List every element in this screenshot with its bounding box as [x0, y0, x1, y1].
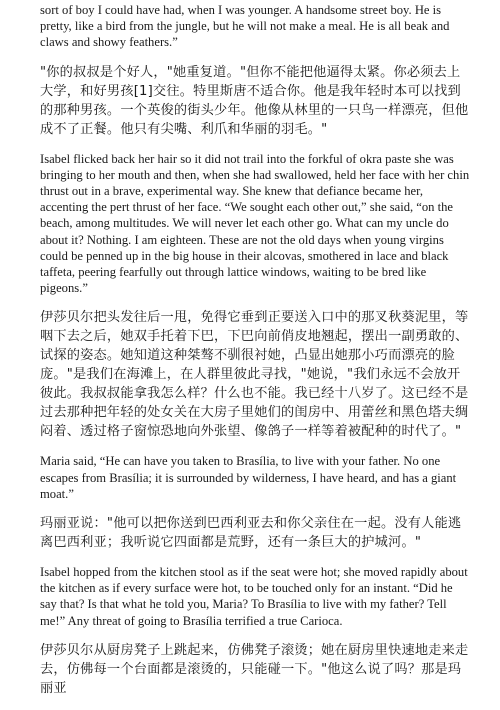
paragraph-en-4: Isabel hopped from the kitchen stool as if the seat were hot; she moved rapidly about the kitchen as if every surface were hot, to be touched only for an instant. “Did he say that? Is that what he told you, Maria? To Brasília to live with my father? Tell me!” Any threat of going to Brasília terrified a true Carioca. [40, 565, 468, 628]
paragraph-zh-3: 玛丽亚说："他可以把你送到巴西利亚去和你父亲住在一起。没有人能逃离巴西利亚；我听说它四面都是荒野，还有一条巨大的护城河。" [40, 516, 462, 551]
paragraph-en-3: Maria said, “He can have you taken to Brasília, to live with your father. No one escapes from Brasília; it is surrounded by wilderness, I have heard, and has a giant moat.” [40, 454, 457, 501]
paragraph-zh-1: "你的叔叔是个好人，"她重复道。"但你不能把他逼得太紧。你必须去上大学，和好男孩[1]交往。特里斯唐不适合你。他是我年轻时本可以找到的那种男孩。一个英俊的街头少年。他像从林里的一只鸟一样漂亮，但他成不了正餐。他只有尖嘴、利爪和华丽的羽毛。" [40, 64, 469, 137]
paragraph-zh-2: 伊莎贝尔把头发往后一甩，免得它垂到正要送入口中的那叉秋葵泥里，等咽下去之后，她双手托着下巴，下巴向前俏皮地翘起，摆出一副勇敢的、试探的姿态。她知道这种桀骜不驯很衬她，凸显出她那小巧而漂亮的脸庞。"是我们在海滩上，在人群里彼此寻找，"她说，"我们永远不会放开彼此。我叔叔能拿我怎么样？什么也不能。我已经十八岁了。这已经不是过去那种把年轻的处女关在大房子里她们的闺房中、用蕾丝和黑色塔夫绸闷着、透过格子窗惊恐地向外张望、像鸽子一样等着被配种的时代了。" [40, 310, 469, 440]
paragraph-en-1: sort of boy I could have had, when I was younger. A handsome street boy. He is pretty, like a bird from the jungle, but he will not make a meal. He is all beak and claws and showy feathers.” [40, 3, 450, 50]
paragraph-en-2: Isabel flicked back her hair so it did not trail into the forkful of okra paste she was bringing to her mouth and then, when she had swallowed, held her face with her chin thrust out in a brave, experimental way. She knew that defiance became her, accenting the pert thrust of her face. “We sought each other out,” she said, “on the beach, among multitudes. We will never let each other go. What can my uncle do about it? Nothing. I am eighteen. These are not the old days when young virgins could be penned up in the big house in their alcovas, smothered in lace and black taffeta, peering fearfully out through lattice windows, waiting to be bred like pigeons.” [40, 151, 470, 296]
document-page [40, 0, 470, 710]
paragraph-zh-4: 伊莎贝尔从厨房凳子上跳起来，仿佛凳子滚烫；她在厨房里快速地走来走去，仿佛每一个台面都是滚烫的，只能碰一下。"他这么说了吗？那是玛丽亚 [40, 642, 469, 696]
